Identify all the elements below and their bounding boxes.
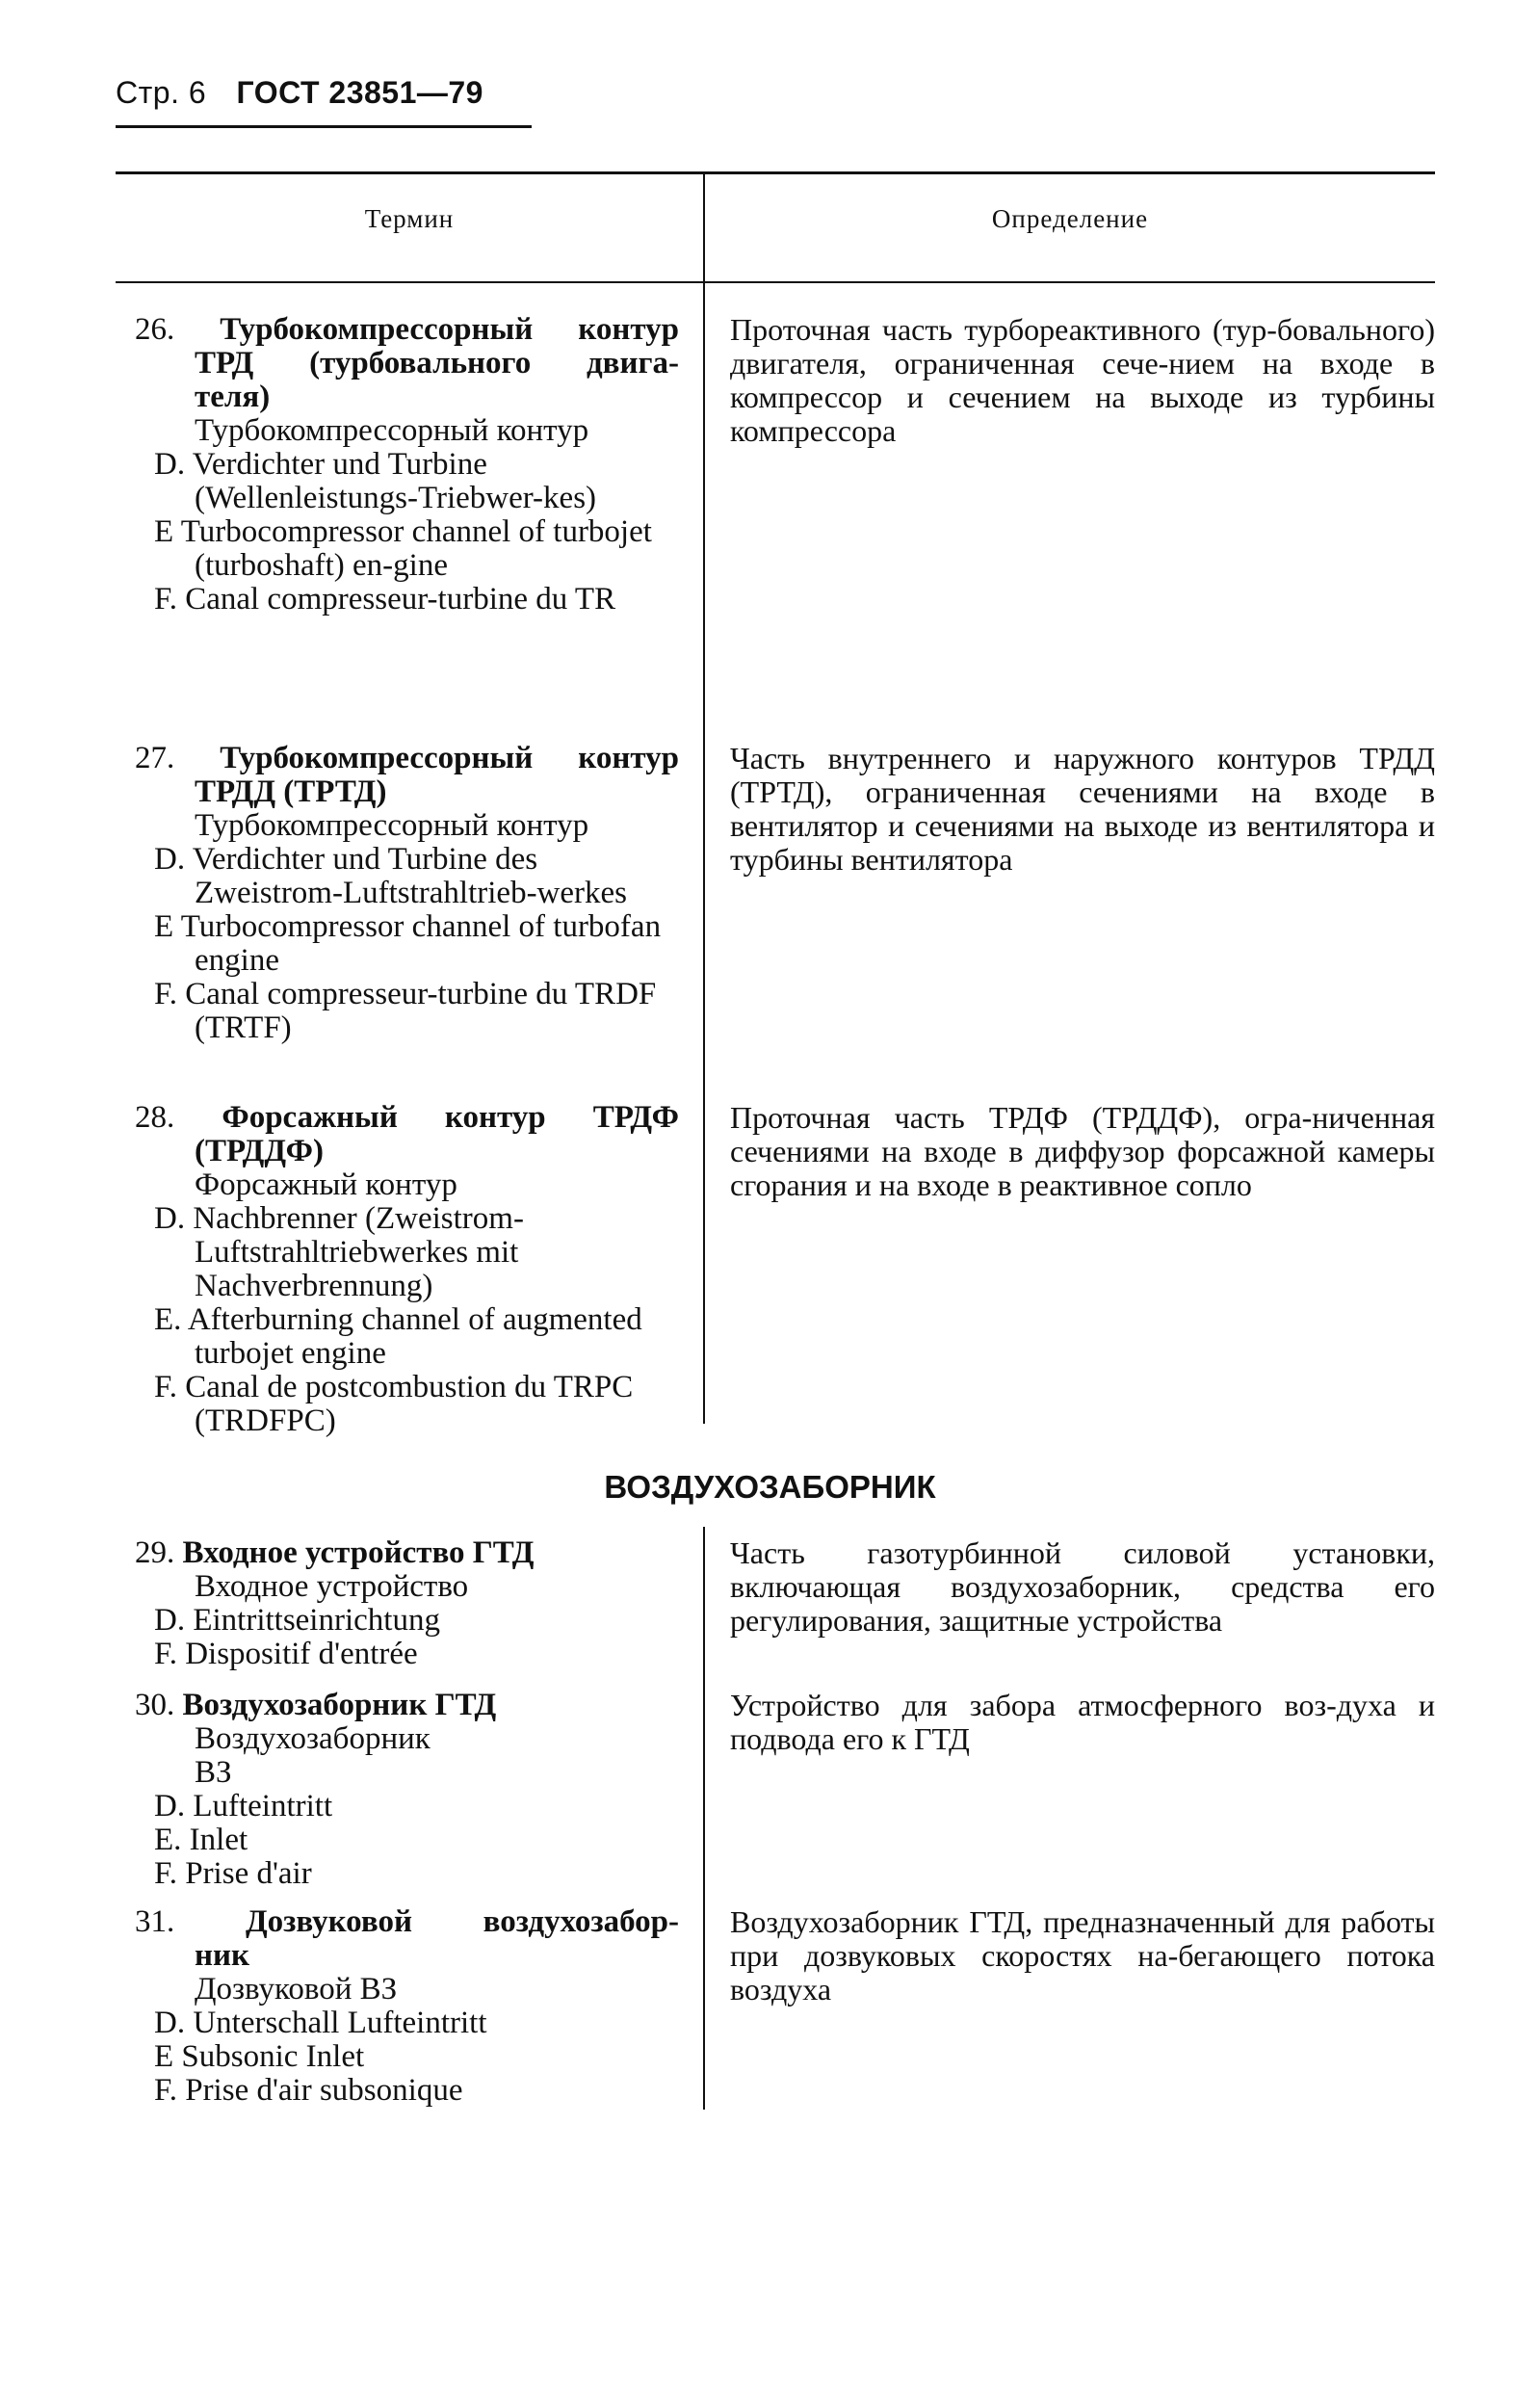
- definition-28: Проточная часть ТРДФ (ТРДДФ), огра-ниченная сечениями на входе в диффузор форсажной камеры сгорания и на входе в реактивное сопло: [730, 1100, 1435, 1202]
- term-abbreviation: ВЗ: [195, 1755, 232, 1790]
- definition-31: Воздухозаборник ГТД, предназначенный для работы при дозвуковых скоростях на-бегающего потока воздуха: [730, 1904, 1435, 2007]
- term-french: F. Prise d'air subsonique: [154, 2073, 463, 2108]
- definition-27: Часть внутреннего и наружного контуров ТРДД (ТРТД), ограниченная сечениями на входе в вентилятор и сечениями на выходе из вентилятора и турбины вентилятора: [730, 741, 1435, 877]
- term-title: 30. Воздухозаборник ГТД: [135, 1688, 497, 1722]
- definition-26: Проточная часть турбореактивного (тур-бовального) двигателя, ограниченная сече-нием на входе в компрессор и сечением на выходе из турбины компрессора: [730, 312, 1435, 448]
- term-entry-26: [135, 313, 679, 616]
- term-title: 28. Форсажный контур ТРДФ: [135, 1100, 679, 1135]
- term-german: D. Unterschall Lufteintritt: [154, 2006, 487, 2040]
- column-header-definition: Определение: [991, 204, 1149, 233]
- term-title: (ТРДДФ): [195, 1134, 324, 1168]
- page-header: [116, 75, 483, 111]
- term-french: F. Prise d'air: [154, 1856, 312, 1891]
- term-entry-30: [135, 1689, 679, 1891]
- term-title: ТРДД (ТРТД): [195, 774, 387, 809]
- column-divider-bottom: [703, 1527, 705, 2110]
- header-rule: [116, 125, 532, 128]
- term-entry-27: [135, 742, 679, 1045]
- standard-number: ГОСТ 23851—79: [236, 75, 483, 110]
- term-english: E Turbocompressor channel of turbofan engine: [154, 909, 662, 978]
- term-french: F. Canal de postcombustion du TRPC (TRDFPC): [154, 1370, 634, 1438]
- column-header-term: Термин: [364, 204, 455, 233]
- term-short-form: Дозвуковой ВЗ: [195, 1972, 398, 2007]
- term-entry-28: [135, 1101, 679, 1438]
- term-entry-31: [135, 1905, 679, 2108]
- term-title: 26. Турбокомпрессорный контур: [135, 312, 680, 347]
- column-divider-top: [703, 171, 705, 1424]
- term-german: D. Nachbrenner (Zweistrom-Luftstrahltriebwerkes mit Nachverbrennung): [154, 1201, 524, 1303]
- term-entry-29: [135, 1536, 679, 1671]
- term-german: D. Verdichter und Turbine (Wellenleistungs-Triebwer-kes): [154, 447, 597, 515]
- table-header-rule: [116, 281, 1435, 283]
- definition-30: Устройство для забора атмосферного воз-духа и подвода его к ГТД: [730, 1688, 1435, 1756]
- term-german: D. Eintrittseinrichtung: [154, 1603, 440, 1638]
- term-title: 31. Дозвуковой воздухозабор-: [135, 1904, 680, 1939]
- term-title: 29. Входное устройство ГТД: [135, 1535, 535, 1570]
- term-title: 27. Турбокомпрессорный контур: [135, 741, 680, 775]
- term-title: теля): [195, 380, 271, 414]
- term-french: F. Dispositif d'entrée: [154, 1637, 418, 1671]
- page-number: Стр. 6: [116, 75, 207, 110]
- section-title: ВОЗДУХОЗАБОРНИК: [604, 1469, 936, 1505]
- term-short-form: Входное устройство: [195, 1569, 469, 1604]
- term-french: F. Canal compresseur-turbine du TRDF (TRTF): [154, 977, 657, 1045]
- term-german: D. Verdichter und Turbine des Zweistrom-Luftstrahltrieb-werkes: [154, 842, 628, 910]
- term-title: ник: [195, 1938, 250, 1973]
- term-english: E. Afterburning channel of augmented turbojet engine: [154, 1302, 642, 1371]
- term-title: ТРД (турбовального двига-: [195, 346, 679, 380]
- term-short-form: Турбокомпрессорный контур: [195, 413, 589, 448]
- term-english: E Turbocompressor channel of turbojet (turboshaft) en-gine: [154, 514, 652, 583]
- term-english: E. Inlet: [154, 1823, 248, 1857]
- term-short-form: Форсажный контур: [195, 1167, 457, 1202]
- term-english: E Subsonic Inlet: [154, 2039, 365, 2074]
- term-short-form: Воздухозаборник: [195, 1721, 431, 1756]
- term-short-form: Турбокомпрессорный контур: [195, 808, 589, 843]
- table-top-rule: [116, 171, 1435, 174]
- term-german: D. Lufteintritt: [154, 1789, 333, 1823]
- definition-29: Часть газотурбинной силовой установки, включающая воздухозаборник, средства его регулирования, защитные устройства: [730, 1535, 1435, 1638]
- term-french: F. Canal compresseur-turbine du TR: [154, 582, 616, 616]
